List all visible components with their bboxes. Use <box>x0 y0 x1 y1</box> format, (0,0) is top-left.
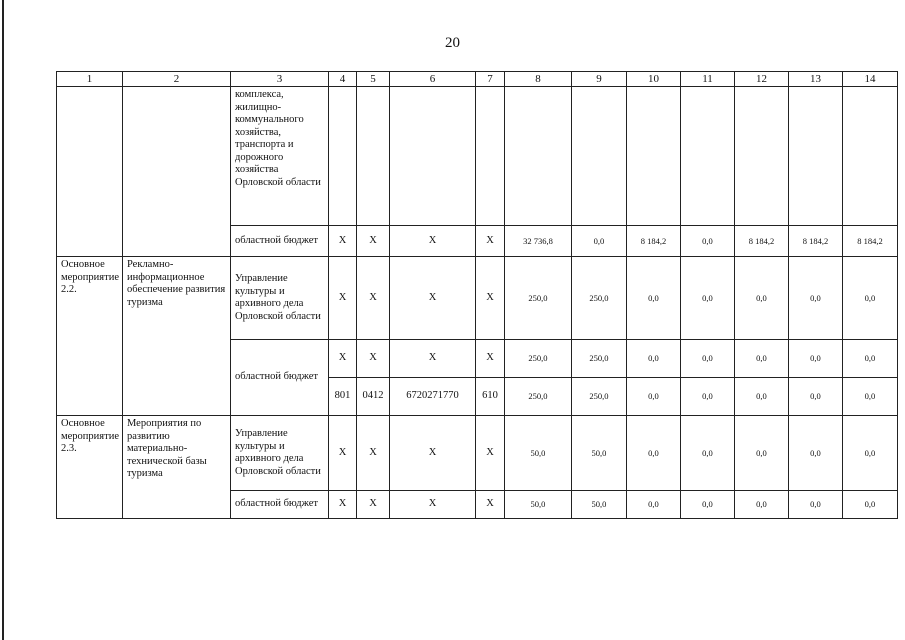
value-cell: 0,0 <box>626 491 680 519</box>
value-cell: 250,0 <box>504 257 571 340</box>
value-cell: 0,0 <box>788 340 842 378</box>
value-cell: 0,0 <box>734 416 788 491</box>
code-cell: X <box>475 257 504 340</box>
value-cell: 50,0 <box>571 491 626 519</box>
measure-name: Рекламно-информационное обеспечение развития туризма <box>122 257 230 416</box>
code-cell: X <box>328 416 356 491</box>
budget-table <box>56 71 898 519</box>
empty-cell <box>328 87 356 226</box>
column-number: 9 <box>571 72 626 87</box>
value-cell: 0,0 <box>842 340 897 378</box>
value-cell: 32 736,8 <box>504 226 571 257</box>
empty-cell <box>122 87 230 257</box>
value-cell: 8 184,2 <box>626 226 680 257</box>
value-cell: 0,0 <box>788 416 842 491</box>
kbk-code-cell: 6720271770 <box>389 378 475 416</box>
column-number: 4 <box>328 72 356 87</box>
empty-cell <box>475 87 504 226</box>
code-cell: X <box>328 257 356 340</box>
value-cell: 50,0 <box>504 416 571 491</box>
page-number: 20 <box>445 35 460 51</box>
code-cell: X <box>475 340 504 378</box>
value-cell: 0,0 <box>842 491 897 519</box>
column-number: 12 <box>734 72 788 87</box>
value-cell: 0,0 <box>680 257 734 340</box>
value-cell: 0,0 <box>626 340 680 378</box>
value-cell: 50,0 <box>504 491 571 519</box>
empty-cell <box>571 87 626 226</box>
empty-cell <box>734 87 788 226</box>
value-cell: 250,0 <box>571 257 626 340</box>
code-cell: X <box>475 491 504 519</box>
kbk-code-cell: 610 <box>475 378 504 416</box>
executor-cell: Управление культуры и архивного дела Орловской области <box>230 416 328 491</box>
code-cell: X <box>356 491 389 519</box>
code-cell: X <box>356 257 389 340</box>
value-cell: 250,0 <box>504 378 571 416</box>
code-cell: X <box>389 340 475 378</box>
value-cell: 50,0 <box>571 416 626 491</box>
value-cell: 0,0 <box>680 378 734 416</box>
value-cell: 0,0 <box>734 378 788 416</box>
code-cell: X <box>389 226 475 257</box>
code-cell: X <box>328 340 356 378</box>
column-number: 10 <box>626 72 680 87</box>
executor-cell: Управление культуры и архивного дела Орловской области <box>230 257 328 340</box>
column-number: 6 <box>389 72 475 87</box>
budget-label: областной бюджет <box>230 340 328 416</box>
code-cell: X <box>328 226 356 257</box>
value-cell: 0,0 <box>571 226 626 257</box>
empty-cell <box>788 87 842 226</box>
executor-cell: комплекса, жилищно-коммунального хозяйства, транспорта и дорожного хозяйства Орловской области <box>230 87 328 226</box>
value-cell: 8 184,2 <box>734 226 788 257</box>
empty-cell <box>356 87 389 226</box>
value-cell: 8 184,2 <box>842 226 897 257</box>
value-cell: 0,0 <box>734 257 788 340</box>
value-cell: 0,0 <box>842 416 897 491</box>
code-cell: X <box>475 416 504 491</box>
code-cell: X <box>389 416 475 491</box>
table-row <box>57 87 898 226</box>
measure-name: Мероприятия по развитию материально-технической базы туризма <box>122 416 230 519</box>
empty-cell <box>842 87 897 226</box>
value-cell: 0,0 <box>626 416 680 491</box>
column-number: 11 <box>680 72 734 87</box>
value-cell: 250,0 <box>571 378 626 416</box>
value-cell: 250,0 <box>504 340 571 378</box>
column-number: 8 <box>504 72 571 87</box>
column-number: 14 <box>842 72 897 87</box>
column-number-row <box>57 72 898 87</box>
value-cell: 8 184,2 <box>788 226 842 257</box>
value-cell: 0,0 <box>680 416 734 491</box>
code-cell: X <box>389 491 475 519</box>
empty-cell <box>680 87 734 226</box>
kbk-code-cell: 0412 <box>356 378 389 416</box>
column-number: 7 <box>475 72 504 87</box>
column-number: 1 <box>57 72 123 87</box>
budget-label: областной бюджет <box>230 226 328 257</box>
empty-cell <box>389 87 475 226</box>
value-cell: 0,0 <box>680 340 734 378</box>
code-cell: X <box>356 340 389 378</box>
value-cell: 0,0 <box>734 340 788 378</box>
value-cell: 0,0 <box>788 257 842 340</box>
code-cell: X <box>475 226 504 257</box>
value-cell: 0,0 <box>788 491 842 519</box>
column-number: 2 <box>122 72 230 87</box>
empty-cell <box>57 87 123 257</box>
empty-cell <box>504 87 571 226</box>
value-cell: 0,0 <box>788 378 842 416</box>
code-cell: X <box>356 226 389 257</box>
measure-label: Основное мероприятие 2.2. <box>57 257 123 416</box>
code-cell: X <box>328 491 356 519</box>
column-number: 3 <box>230 72 328 87</box>
kbk-code-cell: 801 <box>328 378 356 416</box>
value-cell: 0,0 <box>680 491 734 519</box>
empty-cell <box>626 87 680 226</box>
value-cell: 0,0 <box>734 491 788 519</box>
table-row <box>57 257 898 340</box>
measure-label: Основное мероприятие 2.3. <box>57 416 123 519</box>
code-cell: X <box>389 257 475 340</box>
column-number: 5 <box>356 72 389 87</box>
column-number: 13 <box>788 72 842 87</box>
value-cell: 0,0 <box>842 378 897 416</box>
scan-edge-rule <box>2 0 4 640</box>
code-cell: X <box>356 416 389 491</box>
budget-label: областной бюджет <box>230 491 328 519</box>
table-row <box>57 416 898 491</box>
value-cell: 0,0 <box>680 226 734 257</box>
value-cell: 0,0 <box>626 378 680 416</box>
value-cell: 250,0 <box>571 340 626 378</box>
value-cell: 0,0 <box>842 257 897 340</box>
value-cell: 0,0 <box>626 257 680 340</box>
